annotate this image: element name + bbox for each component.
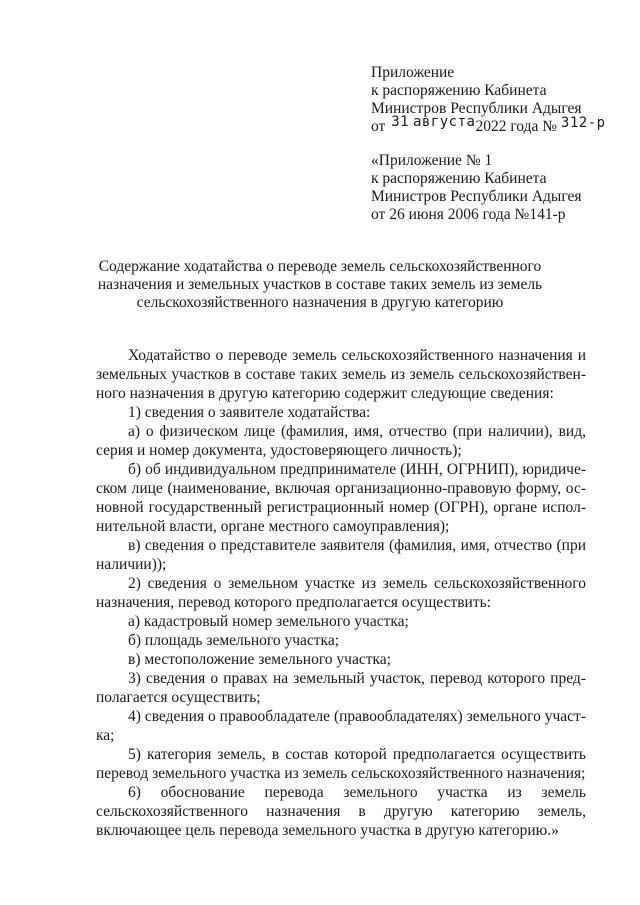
- body-paragraph: Ходатайство о переводе земель сельскохозяйственного назначения и земельных участков в составе таких земель из земель сельскохозяйственного назначения в другую категорию содержит следующие сведения:: [96, 347, 586, 402]
- body-paragraph: а) кадастровый номер земельного участка;: [128, 613, 409, 630]
- appendix-authority: Министров Республики Адыгея: [371, 100, 582, 117]
- body-paragraph: б) об индивидуальном предпринимателе (ИНН, ОГРНИП), юридическом лице (наименование, включая организационно-правовую форму, основной государственный регистрационный номер (ОГРН), органе исполнительной власти, органе местного самоуправления);: [96, 461, 586, 535]
- body-paragraph: а) о физическом лице (фамилия, имя, отчество (при наличии), вид, серия и номер документа, удостоверяющего личность);: [96, 423, 586, 459]
- body-paragraph: 5) категория земель, в состав которой предполагается осуществить перевод земельного участка из земель сельскохозяйственного назначения;: [96, 746, 586, 782]
- body-paragraph: 1) сведения о заявителе ходатайства:: [128, 404, 371, 421]
- body-paragraph: 4) сведения о правообладателе (правообладателях) земельного участка;: [96, 708, 586, 744]
- body-paragraph: 6) обоснование перевода земельного участка из земель сельскохозяйственного назначения в другую категорию земель, включающее цель перевода земельного участка в другую категорию.»: [96, 784, 586, 839]
- appendix-date-line: [371, 114, 606, 136]
- appendix-header: [371, 64, 606, 136]
- title-line-2: назначения и земельных участков в составе таких земель из земель: [97, 276, 543, 293]
- date-year: 2022 года №: [475, 118, 558, 135]
- title-line-3: сельскохозяйственного назначения в другую категорию: [136, 294, 504, 311]
- original-appendix-header: [371, 152, 582, 224]
- appendix-order-ref: к распоряжению Кабинета: [371, 82, 547, 99]
- date-day: 31: [391, 114, 410, 130]
- date-month: августа: [412, 114, 476, 130]
- date-prefix: от: [371, 118, 386, 135]
- appendix-label: Приложение: [371, 64, 455, 81]
- doc-number: 312-р: [560, 115, 606, 131]
- body-paragraph: 3) сведения о правах на земельный участок, перевод которого предполагается осуществить;: [96, 670, 586, 706]
- body-paragraph: в) сведения о представителе заявителя (фамилия, имя, отчество (при наличии));: [96, 537, 586, 573]
- document-body: [96, 346, 586, 840]
- body-paragraph: 2) сведения о земельном участке из земель сельскохозяйственного назначения, перевод которого предполагается осуществить:: [96, 575, 586, 611]
- body-paragraph: б) площадь земельного участка;: [128, 632, 340, 649]
- body-paragraph: в) местоположение земельного участка;: [128, 651, 391, 668]
- orig-appendix-label: «Приложение № 1: [371, 152, 493, 169]
- orig-appendix-date: от 26 июня 2006 года №141-р: [371, 206, 566, 223]
- document-title: [90, 258, 550, 312]
- orig-appendix-order-ref: к распоряжению Кабинета: [371, 170, 547, 187]
- title-line-1: Содержание ходатайства о переводе земель сельскохозяйственного: [98, 258, 542, 275]
- orig-appendix-authority: Министров Республики Адыгея: [371, 188, 582, 205]
